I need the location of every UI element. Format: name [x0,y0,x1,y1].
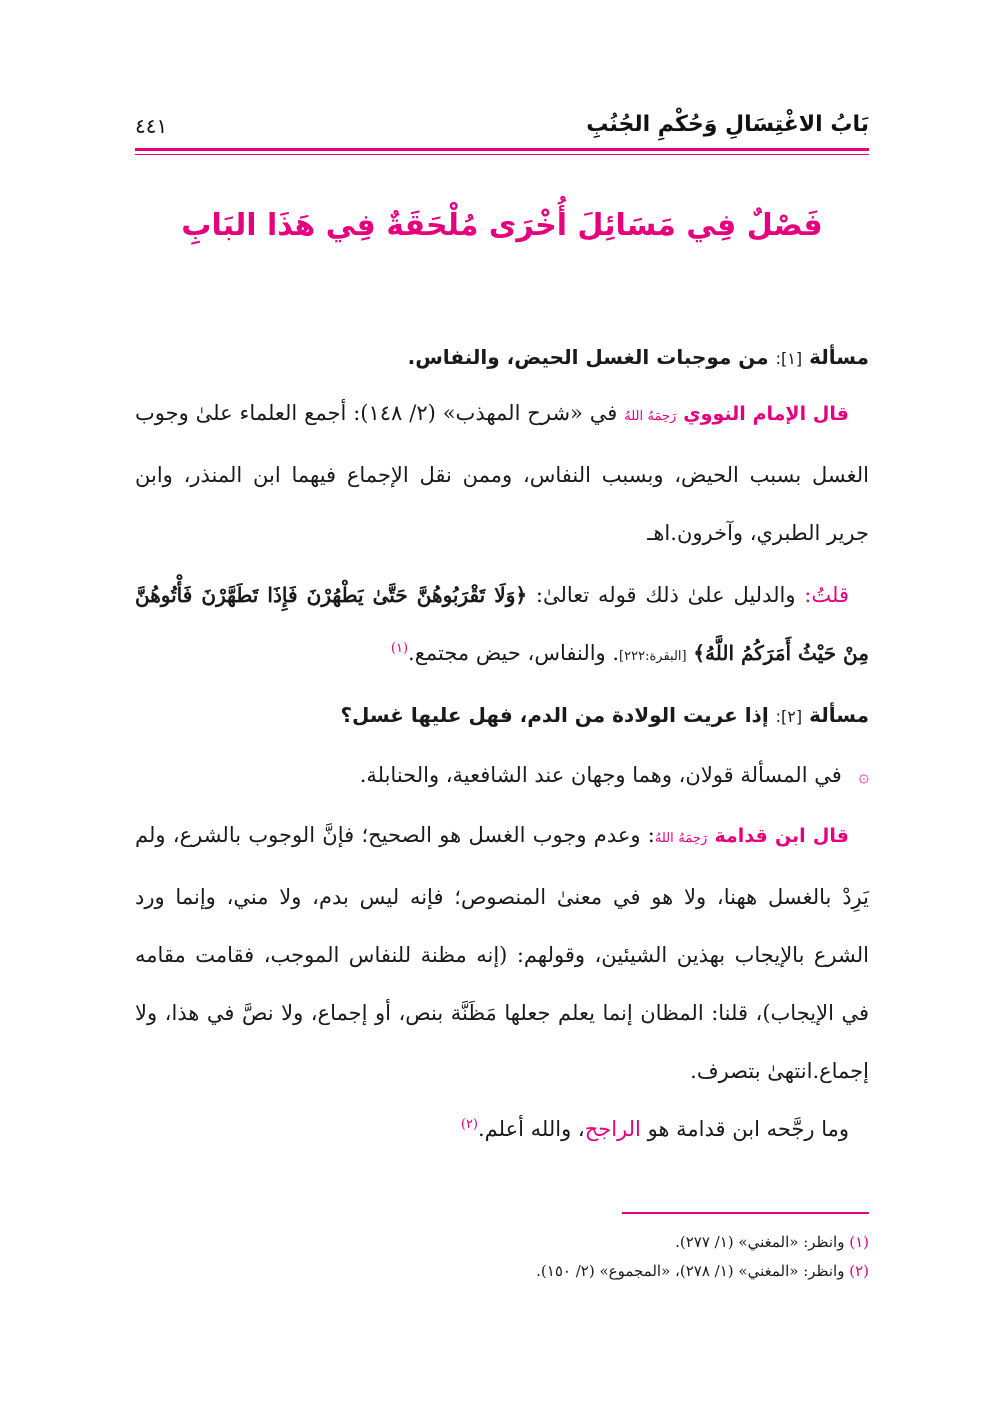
header-rule-thick [135,148,869,151]
question-label: مسألة [809,703,869,727]
question-label: مسألة [809,345,869,369]
paragraph-text: في «شرح المهذب» (٢/ ١٤٨): أجمع العلماء علىٰ وجوب الغسل بسبب الحيض، وبسبب النفاس، وممن نقل الإجماع فيهما ابن المنذر، وابن جرير الطبري، وآخرون.اهـ [135,401,869,545]
paragraph-text: وما رجَّحه ابن قدامة هو [647,1117,849,1141]
header-rule-thin [135,154,869,155]
footnote-text: وانظر: «المغني» (١/ ٢٧٨)، «المجموع» (٢/ ١٥٠). [536,1262,845,1280]
ornament-bullet-icon: ۞ [858,766,869,787]
paragraph-conclusion [135,1100,869,1158]
paragraph-text: : وعدم وجوب الغسل هو الصحيح؛ فإنَّ الوجوب بالشرع، ولم يَرِدْ بالغسل ههنا، ولا هو في معنىٰ المنصوص؛ فإنه ليس بدم، ولا مني، وإنما ورد الشرع بالإيجاب بهذين الشيئين، وقولهم: (إنه مظنة للنفاس الموجب، فقامت مقامه في الإيجاب)، قلنا: المظان إنما يعلم جعلها مَظَنَّة بنص، أو إجماع، ولا نصَّ في هذا، ولا إجماع.انتهىٰ بتصرف. [135,823,869,1083]
quran-verse: ﴿وَلَا تَقْرَبُوهُنَّ حَتَّىٰ يَطْهُرْنَ فَإِذَا تَطَهَّرْنَ فَأْتُوهُنَّ مِنْ حَيْثُ أَمَرَكُمُ اللَّهُ﴾ [135,583,869,665]
chapter-title: بَابُ الاغْتِسَالِ وَحُكْمِ الجُنُبِ [586,112,869,137]
paragraph-text-end: ، والله أعلم. [478,1117,585,1141]
speaker-name: قال الإمام النووي [683,403,849,425]
page-header [135,112,869,158]
question-text: إذا عريت الولادة من الدم، فهل عليها غسل؟ [340,703,769,727]
qultu-label: قلتُ: [804,583,849,607]
footnote-text: وانظر: «المغني» (١/ ٢٧٧). [675,1233,845,1251]
main-text [135,332,869,1158]
highlight-rajih: الراجح [584,1117,641,1141]
speaker-name: قال ابن قدامة [714,825,849,847]
footnote-rule [622,1212,869,1214]
page-number: ٤٤١ [135,114,168,138]
paragraph-text: والدليل علىٰ ذلك قوله تعالىٰ: [535,583,796,607]
question-number: [٢]: [775,707,803,726]
honorific: رَحِمَهُ اللهُ [654,831,708,846]
paragraph-evidence [135,566,869,686]
footnote-number: (٢) [849,1262,869,1280]
question-text: من موجبات الغسل الحيض، والنفاس. [407,345,769,369]
footnotes [135,1228,869,1286]
footnote-marker-2[interactable]: (٢) [460,1117,478,1132]
verse-reference: [البقرة:٢٢٢] [619,649,687,664]
paragraph-opinions [135,746,869,806]
section-title: فَصْلٌ فِي مَسَائِلَ أُخْرَى مُلْحَقَةٌ فِي هَذَا البَابِ [181,208,823,243]
footnote-marker-1[interactable]: (١) [390,641,409,656]
paragraph-text: في المسألة قولان، وهما وجهان عند الشافعية، والحنابلة. [359,763,842,787]
paragraph-nawawi [135,384,869,562]
honorific: رَحِمَهُ اللهُ [624,409,677,424]
footnote-number: (١) [849,1233,869,1251]
paragraph-ibn-qudama [135,806,869,1100]
footnote-2 [135,1257,869,1286]
paragraph-text-end: . والنفاس، حيض مجتمع. [408,641,620,665]
question-number: [١]: [775,349,803,368]
footnote-1 [135,1228,869,1257]
question-1 [135,332,869,384]
question-2 [135,690,869,742]
